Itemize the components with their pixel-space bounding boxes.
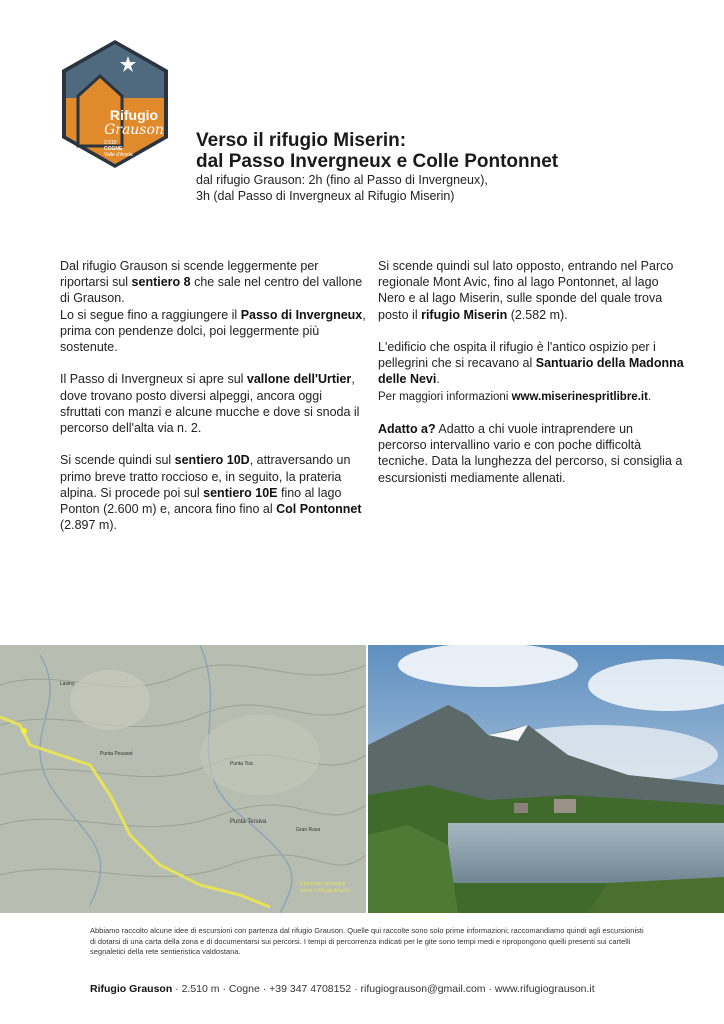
- subtitle-line-1: dal rifugio Grauson: 2h (fino al Passo di Invergneux),: [196, 173, 488, 187]
- left-column: [60, 258, 366, 550]
- footer-contact: [90, 982, 690, 996]
- highlight-rifugio-miserin: rifugio Miserin: [421, 307, 508, 322]
- rifugio-logo: [60, 38, 170, 170]
- logo-altitude: 2.510: [104, 140, 117, 146]
- subtitle-line-2: 3h (dal Passo di Invergneux al Rifugio Miserin): [196, 189, 455, 203]
- paragraph-4: Si scende quindi sul lato opposto, entrando nel Parco regionale Mont Avic, fino al lago Pontonnet, al lago Nero e al lago Miserin, sulle sponde del quale trova posto il rifugio Miserin (2.582 m).: [378, 259, 674, 322]
- map-label: Punta Tisc: [230, 761, 254, 767]
- route-note-line-1: Il percorso prosegue: [300, 881, 346, 887]
- page-subtitle: [196, 172, 696, 204]
- paragraph-1: Dal rifugio Grauson si scende leggermente per riportarsi sul sentiero 8 che sale nel centro del vallone di Grauson. Lo si segue fino a raggiungere il Passo di Invergneux, prima con pendenze dolci, poi leggermente più sostenute.: [60, 259, 366, 355]
- map-label: Gran Ruva: [296, 827, 321, 833]
- highlight-sentiero-8: sentiero 8: [131, 275, 191, 290]
- highlight-sentiero-10d: sentiero 10D: [174, 453, 250, 468]
- highlight-santuario: Santuario della Madonna delle Nevi: [378, 356, 684, 387]
- logo-script-name: Grauson: [104, 122, 164, 138]
- map-label: Punta Pousset: [100, 751, 133, 757]
- highlight-vallone-urtier: vallone dell'Urtier: [246, 372, 352, 387]
- title-line-1: Verso il rifugio Miserin:: [196, 130, 407, 151]
- logo-town: COGNE: [104, 146, 123, 152]
- map-label: Laviny: [60, 681, 75, 687]
- logo-region: Valle d'Aosta: [104, 152, 133, 158]
- footer-brand: Rifugio Grauson: [90, 983, 173, 995]
- map-label: Punta Tersiva: [230, 819, 267, 825]
- highlight-sentiero-10e: sentiero 10E: [203, 485, 278, 500]
- paragraph-3: Si scende quindi sul sentiero 10D, attraversando un primo breve tratto roccioso e, in seguito, la prateria alpina. Si procede poi sul sentiero 10E fino al lago Ponton (2.600 m) e, ancora fino fino al Col Pontonnet (2.897 m).: [60, 453, 362, 533]
- footer-contact-details: · 2.510 m · Cogne · +39 347 4708152 · rifugiograuson@gmail.com · www.rifugiograuson.it: [172, 983, 595, 995]
- right-column: [378, 258, 684, 502]
- logo-details: [104, 140, 133, 158]
- highlight-col-pontonnet: Col Pontonnet: [276, 502, 362, 517]
- start-point-marker: [21, 728, 27, 734]
- trail-map-image: [0, 645, 366, 913]
- highlight-adatto: Adatto a?: [378, 422, 436, 436]
- highlight-passo-invergneux: Passo di Invergneux: [240, 307, 363, 322]
- paragraph-2: Il Passo di Invergneux si apre sul vallone dell'Urtier, dove trovano posto diversi alpeggi, ancora oggi sfruttati con manzi e alcune mucche e dove si snoda il percorso dell'alta via n. 2.: [60, 372, 360, 436]
- title-line-2: dal Passo Invergneux e Colle Pontonnet: [196, 151, 559, 172]
- route-note-line-2: verso il Rifugio Miserin: [300, 888, 351, 894]
- website-link[interactable]: www.miserinespritlibre.it: [511, 390, 648, 403]
- page-title: [196, 130, 696, 172]
- lake-photo: [368, 645, 724, 913]
- footer-disclaimer: Abbiamo raccolto alcune idee di escursioni con partenza dal rifugio Grauson. Quelle qui raccolte sono solo prime informazioni; raccomandiamo quindi agli escursionisti di dotarsi di una carta della zona e di documentarsi sui percorsi. I tempi di percorrenza indicati per le gite sono tempi medi e ripropongono quelli presenti sui cartelli segnaletici della rete sentieristica valdostana.: [90, 926, 644, 956]
- paragraph-5: L'edificio che ospita il rifugio è l'antico ospizio per i pellegrini che si recavano al Santuario della Madonna delle Nevi. Per maggiori informazioni www.miserinespritlibre.it.: [378, 340, 684, 403]
- logo-name: Rifugio: [109, 107, 159, 123]
- paragraph-6: Adatto a? Adatto a chi vuole intraprendere un percorso intervallino vario e con poche difficoltà tecniche. Data la lunghezza del percorso, si consiglia a escursionisti mediamente allenati.: [378, 422, 683, 485]
